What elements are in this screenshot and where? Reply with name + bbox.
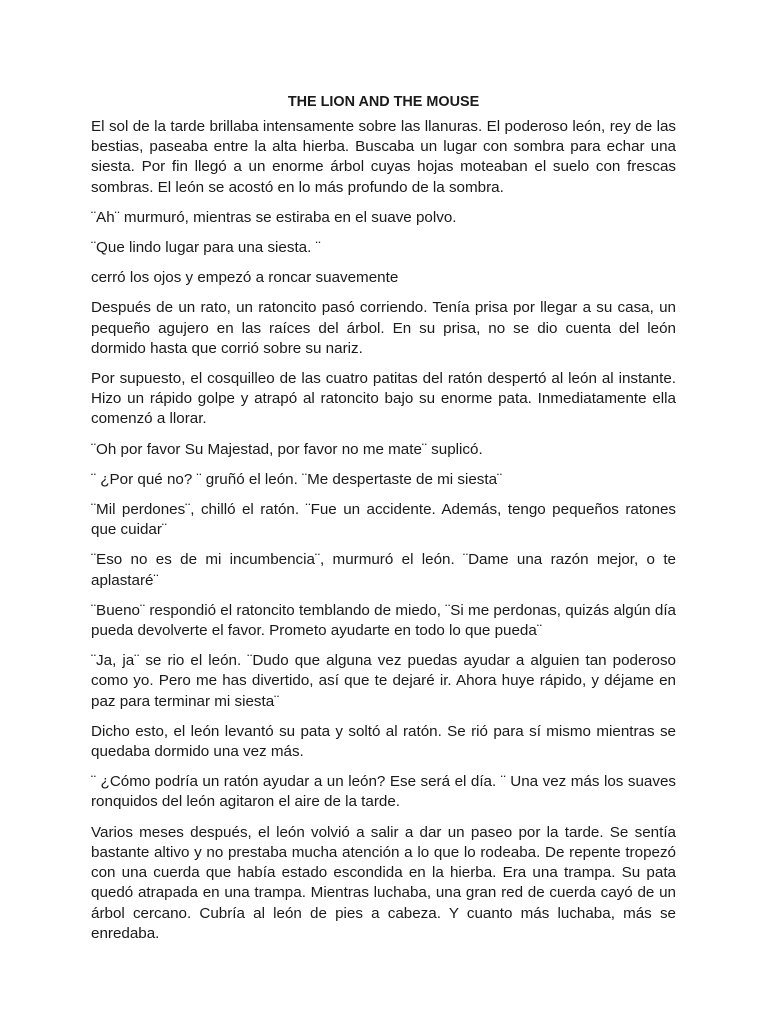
paragraph-12: ¨Ja, ja¨ se rio el león. ¨Dudo que alguna vez puedas ayudar a alguien tan poderoso como yo. Pero me has divertido, así que te dejaré ir. Ahora huye rápido, y déjame en paz para terminar mi siesta¨ (91, 652, 676, 710)
paragraph-3: ¨Que lindo lugar para una siesta. ¨ (91, 239, 321, 257)
paragraph-6: Por supuesto, el cosquilleo de las cuatro patitas del ratón despertó al león al instante. Hizo un rápido golpe y atrapó al ratoncito bajo su enorme pata. Inmediatamente ella comenzó a llorar. (91, 370, 676, 428)
paragraph-5: Después de un rato, un ratoncito pasó corriendo. Tenía prisa por llegar a su casa, un pequeño agujero en las raíces del árbol. En su prisa, no se dio cuenta del león dormido hasta que corrió sobre su nariz. (91, 299, 676, 357)
paragraph-15: Varios meses después, el león volvió a salir a dar un paseo por la tarde. Se sentía bastante altivo y no prestaba mucha atención a lo que lo rodeaba. De repente tropezó con una cuerda que había estado escondida en la hierba. Era una trampa. Su pata quedó atrapada en una trampa. Mientras luchaba, una gran red de cuerda cayó de un árbol cercano. Cubría al león de pies a cabeza. Y cuanto más luchaba, más se enredaba. (91, 823, 676, 942)
paragraph-14: ¨ ¿Cómo podría un ratón ayudar a un león? Ese será el día. ¨ Una vez más los suaves ronquidos del león agitaron el aire de la tarde. (91, 773, 676, 811)
paragraph-2: ¨Ah¨ murmuró, mientras se estiraba en el suave polvo. (91, 208, 457, 226)
document-title: THE LION AND THE MOUSE (287, 94, 480, 110)
paragraph-8: ¨ ¿Por qué no? ¨ gruñó el león. ¨Me despertaste de mi siesta¨ (91, 470, 503, 488)
paragraph-1: El sol de la tarde brillaba intensamente sobre las llanuras. El poderoso león, rey de las bestias, paseaba entre la alta hierba. Buscaba un lugar con sombra para echar una siesta. Por fin llegó a un enorme árbol cuyas hojas moteaban el suelo con frescas sombras. El león se acostó en lo más profundo de la sombra. (91, 118, 676, 196)
paragraph-11: ¨Bueno¨ respondió el ratoncito temblando de miedo, ¨Si me perdonas, quizás algún día pueda devolverte el favor. Prometo ayudarte en todo lo que pueda¨ (91, 601, 676, 640)
paragraph-9: ¨Mil perdones¨, chilló el ratón. ¨Fue un accidente. Además, tengo pequeños ratones que cuidar¨ (91, 501, 676, 539)
paragraph-7: ¨Oh por favor Su Majestad, por favor no me mate¨ suplicó. (91, 440, 483, 458)
paragraph-13: Dicho esto, el león levantó su pata y soltó al ratón. Se rió para sí mismo mientras se quedaba dormido una vez más. (91, 722, 676, 761)
paragraph-10: ¨Eso no es de mi incumbencia¨, murmuró el león. ¨Dame una razón mejor, o te aplastaré¨ (91, 551, 676, 589)
paragraph-4: cerró los ojos y empezó a roncar suavemente (91, 269, 399, 287)
